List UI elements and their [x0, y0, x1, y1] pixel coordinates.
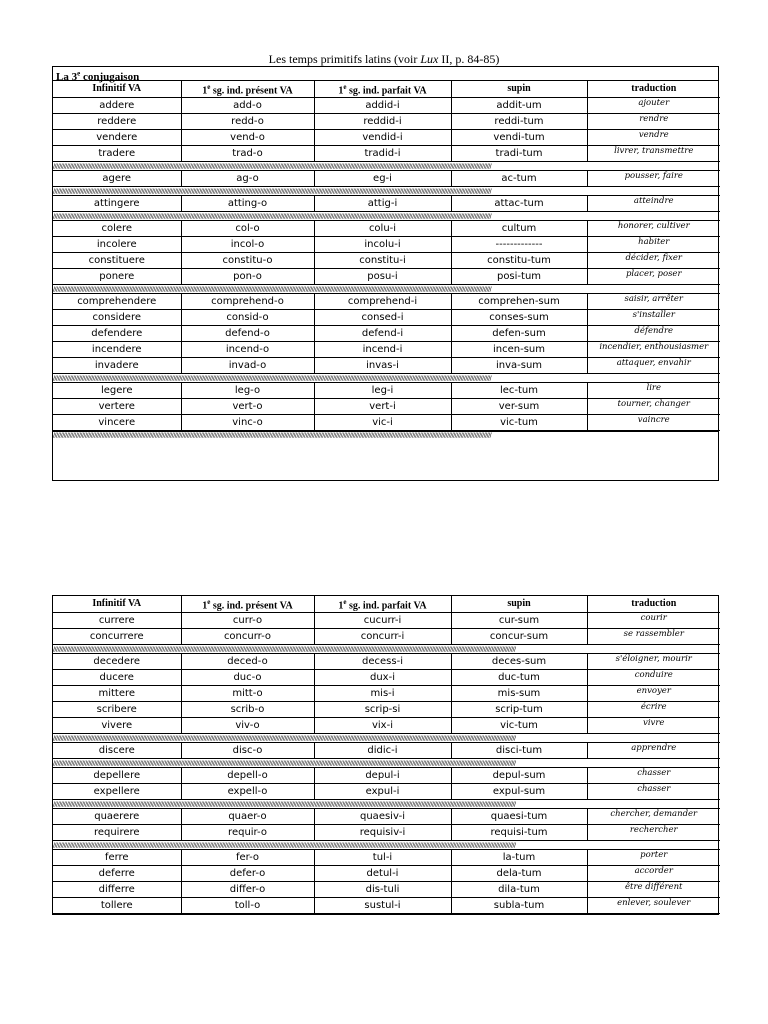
- cell-translation: rendre: [587, 114, 720, 130]
- separator-line: ////////////////////////////////////////////////////////////////////////////////////////////////////////////////////////////////////////////////////////////////////////////////////////////////////////////////////////////////////////////////////////////////////////////////////////////////: [53, 212, 720, 221]
- cell-present: invad-o: [181, 358, 314, 374]
- table-row: [53, 98, 720, 114]
- cell-translation: pousser, faire: [587, 171, 720, 187]
- table-row: [53, 898, 720, 914]
- table-row: [53, 399, 720, 415]
- table-row: [53, 866, 720, 882]
- table-row: [53, 613, 720, 629]
- cell-supine: tradi-tum: [451, 146, 587, 162]
- separator-line: ////////////////////////////////////////////////////////////////////////////////////////////////////////////////////////////////////////////////////////////////////////////////////////////////////////////////////////////////////////////////////////////////////////////////////////////////////////////////: [53, 645, 720, 654]
- cell-translation: chercher, demander: [587, 809, 720, 825]
- table-row: [53, 670, 720, 686]
- cell-translation: se rassembler: [587, 629, 720, 645]
- cell-present: incol-o: [181, 237, 314, 253]
- group-separator: [53, 841, 720, 850]
- cell-perfect: sustul-i: [314, 898, 451, 914]
- table-row: [53, 114, 720, 130]
- cell-infinitive: deferre: [53, 866, 181, 882]
- verb-table-2: [53, 596, 720, 914]
- cell-supine: posi-tum: [451, 269, 587, 285]
- cell-perfect: constitu-i: [314, 253, 451, 269]
- group-separator: [53, 734, 720, 743]
- cell-supine: dila-tum: [451, 882, 587, 898]
- cell-translation: placer, poser: [587, 269, 720, 285]
- cell-infinitive: attingere: [53, 196, 181, 212]
- separator-line: ////////////////////////////////////////////////////////////////////////////////////////////////////////////////////////////////////////////////////////////////////////////////////////////////////////////////////////////////////////////////////////////////////////////////////////////////////////////////: [53, 841, 720, 850]
- cell-perfect: colu-i: [314, 221, 451, 237]
- cell-present: atting-o: [181, 196, 314, 212]
- cell-supine: duc-tum: [451, 670, 587, 686]
- cell-infinitive: quaerere: [53, 809, 181, 825]
- cell-present: vert-o: [181, 399, 314, 415]
- table-row: [53, 629, 720, 645]
- separator-line: ////////////////////////////////////////////////////////////////////////////////////////////////////////////////////////////////////////////////////////////////////////////////////////////////////////////////////////////////////////////////////////////////////////////////////////////////: [53, 162, 720, 171]
- cell-present: vend-o: [181, 130, 314, 146]
- header-perfect: 1e sg. ind. parfait VA: [314, 81, 451, 98]
- header-infinitive: Infinitif VA: [53, 81, 181, 98]
- cell-present: disc-o: [181, 743, 314, 759]
- cell-translation: apprendre: [587, 743, 720, 759]
- cell-perfect: consed-i: [314, 310, 451, 326]
- cell-perfect: quaesiv-i: [314, 809, 451, 825]
- header-supine: supin: [451, 596, 587, 613]
- cell-translation: lire: [587, 383, 720, 399]
- header-row: [53, 596, 720, 613]
- cell-translation: atteindre: [587, 196, 720, 212]
- document-title-suffix: II, p. 84-85): [438, 52, 500, 66]
- separator-line: ////////////////////////////////////////////////////////////////////////////////////////////////////////////////////////////////////////////////////////////////////////////////////////////////////////////////////////////////////////////////////////////////////////////////////////////////////////////////: [53, 734, 720, 743]
- cell-present: consid-o: [181, 310, 314, 326]
- separator-line: ////////////////////////////////////////////////////////////////////////////////////////////////////////////////////////////////////////////////////////////////////////////////////////////////////////////////////////////////////////////////////////////////////////////////////////////////////////////////: [53, 800, 720, 809]
- cell-infinitive: expellere: [53, 784, 181, 800]
- cell-perfect: attig-i: [314, 196, 451, 212]
- group-separator: [53, 162, 720, 171]
- cell-perfect: concurr-i: [314, 629, 451, 645]
- cell-perfect: posu-i: [314, 269, 451, 285]
- cell-present: scrib-o: [181, 702, 314, 718]
- cell-present: curr-o: [181, 613, 314, 629]
- cell-present: fer-o: [181, 850, 314, 866]
- cell-present: expell-o: [181, 784, 314, 800]
- cell-supine: reddi-tum: [451, 114, 587, 130]
- superscript: e: [207, 83, 211, 91]
- cell-present: leg-o: [181, 383, 314, 399]
- cell-present: defer-o: [181, 866, 314, 882]
- cell-infinitive: agere: [53, 171, 181, 187]
- verb-table-1: [53, 81, 720, 431]
- cell-supine: disci-tum: [451, 743, 587, 759]
- table-row: [53, 171, 720, 187]
- cell-translation: enlever, soulever: [587, 898, 720, 914]
- cell-translation: conduire: [587, 670, 720, 686]
- cell-perfect: decess-i: [314, 654, 451, 670]
- cell-supine: defen-sum: [451, 326, 587, 342]
- cell-supine: ac-tum: [451, 171, 587, 187]
- cell-perfect: tradid-i: [314, 146, 451, 162]
- cell-translation: chasser: [587, 768, 720, 784]
- cell-perfect: vic-i: [314, 415, 451, 431]
- table-row: [53, 743, 720, 759]
- group-separator: [53, 800, 720, 809]
- group-separator: [53, 212, 720, 221]
- cell-supine: dela-tum: [451, 866, 587, 882]
- cell-present: concurr-o: [181, 629, 314, 645]
- cell-infinitive: decedere: [53, 654, 181, 670]
- cell-perfect: didic-i: [314, 743, 451, 759]
- cell-infinitive: vertere: [53, 399, 181, 415]
- cell-infinitive: scribere: [53, 702, 181, 718]
- cell-perfect: defend-i: [314, 326, 451, 342]
- cell-present: incend-o: [181, 342, 314, 358]
- cell-supine: ver-sum: [451, 399, 587, 415]
- separator-line: ////////////////////////////////////////////////////////////////////////////////////////////////////////////////////////////////////////////////////////////////////////////////////////////////////////////////////////////////////////////////////////////////////////////////////////////////: [53, 374, 720, 383]
- table-row: [53, 882, 720, 898]
- table-row: [53, 310, 720, 326]
- header-row: [53, 81, 720, 98]
- table-row: [53, 221, 720, 237]
- cell-perfect: addid-i: [314, 98, 451, 114]
- separator-line: ////////////////////////////////////////////////////////////////////////////////////////////////////////////////////////////////////////////////////////////////////////////////////////////////////////////////////////////////////////////////////////////////////////////////////////////////: [53, 187, 720, 196]
- separator-line: ////////////////////////////////////////////////////////////////////////////////////////////////////////////////////////////////////////////////////////////////////////////////////////////////////////////////////////////////////////////////////////////////////////////////////////////////: [53, 285, 720, 294]
- superscript: e: [343, 598, 347, 606]
- cell-infinitive: tollere: [53, 898, 181, 914]
- table-row: [53, 326, 720, 342]
- cell-perfect: scrip-si: [314, 702, 451, 718]
- cell-supine: subla-tum: [451, 898, 587, 914]
- cell-perfect: invas-i: [314, 358, 451, 374]
- cell-infinitive: colere: [53, 221, 181, 237]
- cell-present: constitu-o: [181, 253, 314, 269]
- cell-present: requir-o: [181, 825, 314, 841]
- superscript: e: [343, 83, 347, 91]
- header-translation: traduction: [587, 81, 720, 98]
- cell-supine: -------------: [451, 237, 587, 253]
- cell-perfect: dux-i: [314, 670, 451, 686]
- cell-perfect: dis-tuli: [314, 882, 451, 898]
- cell-translation: ajouter: [587, 98, 720, 114]
- cell-infinitive: discere: [53, 743, 181, 759]
- cell-translation: être différent: [587, 882, 720, 898]
- cell-infinitive: addere: [53, 98, 181, 114]
- table-row: [53, 253, 720, 269]
- cell-translation: courir: [587, 613, 720, 629]
- header-perfect: 1e sg. ind. parfait VA: [314, 596, 451, 613]
- cell-perfect: tul-i: [314, 850, 451, 866]
- header-present: 1e sg. ind. présent VA: [181, 596, 314, 613]
- cell-perfect: reddid-i: [314, 114, 451, 130]
- cell-present: differ-o: [181, 882, 314, 898]
- cell-perfect: mis-i: [314, 686, 451, 702]
- superscript: e: [77, 69, 81, 77]
- cell-present: col-o: [181, 221, 314, 237]
- cell-present: depell-o: [181, 768, 314, 784]
- table-row: [53, 130, 720, 146]
- cell-supine: cur-sum: [451, 613, 587, 629]
- conjugation-table-2: [52, 595, 719, 915]
- cell-supine: quaesi-tum: [451, 809, 587, 825]
- cell-perfect: eg-i: [314, 171, 451, 187]
- cell-infinitive: vendere: [53, 130, 181, 146]
- cell-perfect: leg-i: [314, 383, 451, 399]
- header-infinitive: Infinitif VA: [53, 596, 181, 613]
- cell-supine: inva-sum: [451, 358, 587, 374]
- cell-translation: défendre: [587, 326, 720, 342]
- cell-infinitive: reddere: [53, 114, 181, 130]
- cell-infinitive: requirere: [53, 825, 181, 841]
- cell-perfect: vix-i: [314, 718, 451, 734]
- group-separator: [53, 645, 720, 654]
- cell-infinitive: differre: [53, 882, 181, 898]
- cell-supine: vic-tum: [451, 415, 587, 431]
- document-title: [0, 52, 768, 66]
- cell-translation: incendier, enthousiasmer: [587, 342, 720, 358]
- document-title-prefix: Les temps primitifs latins (voir: [268, 52, 421, 66]
- cell-supine: vic-tum: [451, 718, 587, 734]
- table-row: [53, 342, 720, 358]
- header-supine: supin: [451, 81, 587, 98]
- cell-present: redd-o: [181, 114, 314, 130]
- table-row: [53, 358, 720, 374]
- cell-supine: deces-sum: [451, 654, 587, 670]
- cell-translation: honorer, cultiver: [587, 221, 720, 237]
- cell-present: deced-o: [181, 654, 314, 670]
- cell-present: comprehend-o: [181, 294, 314, 310]
- cell-perfect: cucurr-i: [314, 613, 451, 629]
- cell-infinitive: mittere: [53, 686, 181, 702]
- table-row: [53, 269, 720, 285]
- cell-translation: vendre: [587, 130, 720, 146]
- cell-infinitive: ducere: [53, 670, 181, 686]
- table-row: [53, 654, 720, 670]
- cell-perfect: expul-i: [314, 784, 451, 800]
- cell-supine: constitu-tum: [451, 253, 587, 269]
- cell-translation: chasser: [587, 784, 720, 800]
- table-row: [53, 146, 720, 162]
- cell-infinitive: incolere: [53, 237, 181, 253]
- cell-translation: s'installer: [587, 310, 720, 326]
- cell-infinitive: currere: [53, 613, 181, 629]
- cell-translation: vivre: [587, 718, 720, 734]
- cell-infinitive: depellere: [53, 768, 181, 784]
- cell-supine: expul-sum: [451, 784, 587, 800]
- table-row: [53, 768, 720, 784]
- table-row: [53, 237, 720, 253]
- cell-translation: vaincre: [587, 415, 720, 431]
- cell-infinitive: defendere: [53, 326, 181, 342]
- document-title-book: Lux: [420, 52, 439, 66]
- cell-translation: décider, fixer: [587, 253, 720, 269]
- group-separator: [53, 187, 720, 196]
- cell-translation: habiter: [587, 237, 720, 253]
- cell-present: toll-o: [181, 898, 314, 914]
- cell-translation: accorder: [587, 866, 720, 882]
- cell-translation: porter: [587, 850, 720, 866]
- cell-perfect: vert-i: [314, 399, 451, 415]
- cell-translation: rechercher: [587, 825, 720, 841]
- separator-line: ////////////////////////////////////////////////////////////////////////////////////////////////////////////////////////////////////////////////////////////////////////////////////////////////////////////////////////////////////////////////////////////////////////////////////////////////////////////////: [53, 759, 720, 768]
- table-row: [53, 809, 720, 825]
- cell-supine: lec-tum: [451, 383, 587, 399]
- table-row: [53, 686, 720, 702]
- cell-present: ag-o: [181, 171, 314, 187]
- cell-supine: vendi-tum: [451, 130, 587, 146]
- cell-supine: scrip-tum: [451, 702, 587, 718]
- trailing-separator: ////////////////////////////////////////////////////////////////////////////////////////////////////////////////////////////////////////////////////////////////////////////////////////////////////////////////////////////////////////////////////////////////////////////////////////////////: [53, 431, 718, 470]
- table-row: [53, 294, 720, 310]
- table-caption: [53, 67, 718, 81]
- cell-infinitive: ponere: [53, 269, 181, 285]
- cell-present: quaer-o: [181, 809, 314, 825]
- cell-translation: envoyer: [587, 686, 720, 702]
- cell-supine: comprehen-sum: [451, 294, 587, 310]
- cell-present: add-o: [181, 98, 314, 114]
- cell-perfect: incend-i: [314, 342, 451, 358]
- group-separator: [53, 374, 720, 383]
- cell-infinitive: concurrere: [53, 629, 181, 645]
- table-row: [53, 784, 720, 800]
- cell-translation: tourner, changer: [587, 399, 720, 415]
- cell-infinitive: invadere: [53, 358, 181, 374]
- cell-perfect: requisiv-i: [314, 825, 451, 841]
- table-caption-text: La 3e conjugaison: [56, 69, 140, 83]
- cell-present: pon-o: [181, 269, 314, 285]
- cell-infinitive: tradere: [53, 146, 181, 162]
- table-row: [53, 850, 720, 866]
- cell-translation: attaquer, envahir: [587, 358, 720, 374]
- cell-infinitive: legere: [53, 383, 181, 399]
- cell-present: defend-o: [181, 326, 314, 342]
- cell-translation: s'éloigner, mourir: [587, 654, 720, 670]
- cell-present: vinc-o: [181, 415, 314, 431]
- cell-translation: livrer, transmettre: [587, 146, 720, 162]
- cell-present: duc-o: [181, 670, 314, 686]
- table-row: [53, 718, 720, 734]
- cell-supine: la-tum: [451, 850, 587, 866]
- table-row: [53, 415, 720, 431]
- cell-supine: requisi-tum: [451, 825, 587, 841]
- cell-translation: saisir, arrêter: [587, 294, 720, 310]
- table-row: [53, 383, 720, 399]
- conjugation-table-1: [52, 66, 719, 481]
- group-separator: [53, 759, 720, 768]
- cell-infinitive: comprehendere: [53, 294, 181, 310]
- cell-supine: mis-sum: [451, 686, 587, 702]
- cell-perfect: vendid-i: [314, 130, 451, 146]
- cell-supine: addit-um: [451, 98, 587, 114]
- cell-present: trad-o: [181, 146, 314, 162]
- header-translation: traduction: [587, 596, 720, 613]
- superscript: e: [207, 598, 211, 606]
- group-separator: [53, 285, 720, 294]
- cell-perfect: comprehend-i: [314, 294, 451, 310]
- cell-perfect: incolu-i: [314, 237, 451, 253]
- cell-supine: concur-sum: [451, 629, 587, 645]
- cell-supine: attac-tum: [451, 196, 587, 212]
- cell-perfect: detul-i: [314, 866, 451, 882]
- cell-infinitive: vincere: [53, 415, 181, 431]
- cell-infinitive: vivere: [53, 718, 181, 734]
- cell-infinitive: incendere: [53, 342, 181, 358]
- cell-present: mitt-o: [181, 686, 314, 702]
- table-row: [53, 196, 720, 212]
- cell-perfect: depul-i: [314, 768, 451, 784]
- table-row: [53, 825, 720, 841]
- cell-infinitive: considere: [53, 310, 181, 326]
- cell-supine: incen-sum: [451, 342, 587, 358]
- cell-supine: depul-sum: [451, 768, 587, 784]
- cell-present: viv-o: [181, 718, 314, 734]
- table-row: [53, 702, 720, 718]
- cell-supine: conses-sum: [451, 310, 587, 326]
- cell-translation: écrire: [587, 702, 720, 718]
- cell-infinitive: ferre: [53, 850, 181, 866]
- cell-supine: cultum: [451, 221, 587, 237]
- header-present: 1e sg. ind. présent VA: [181, 81, 314, 98]
- cell-infinitive: constituere: [53, 253, 181, 269]
